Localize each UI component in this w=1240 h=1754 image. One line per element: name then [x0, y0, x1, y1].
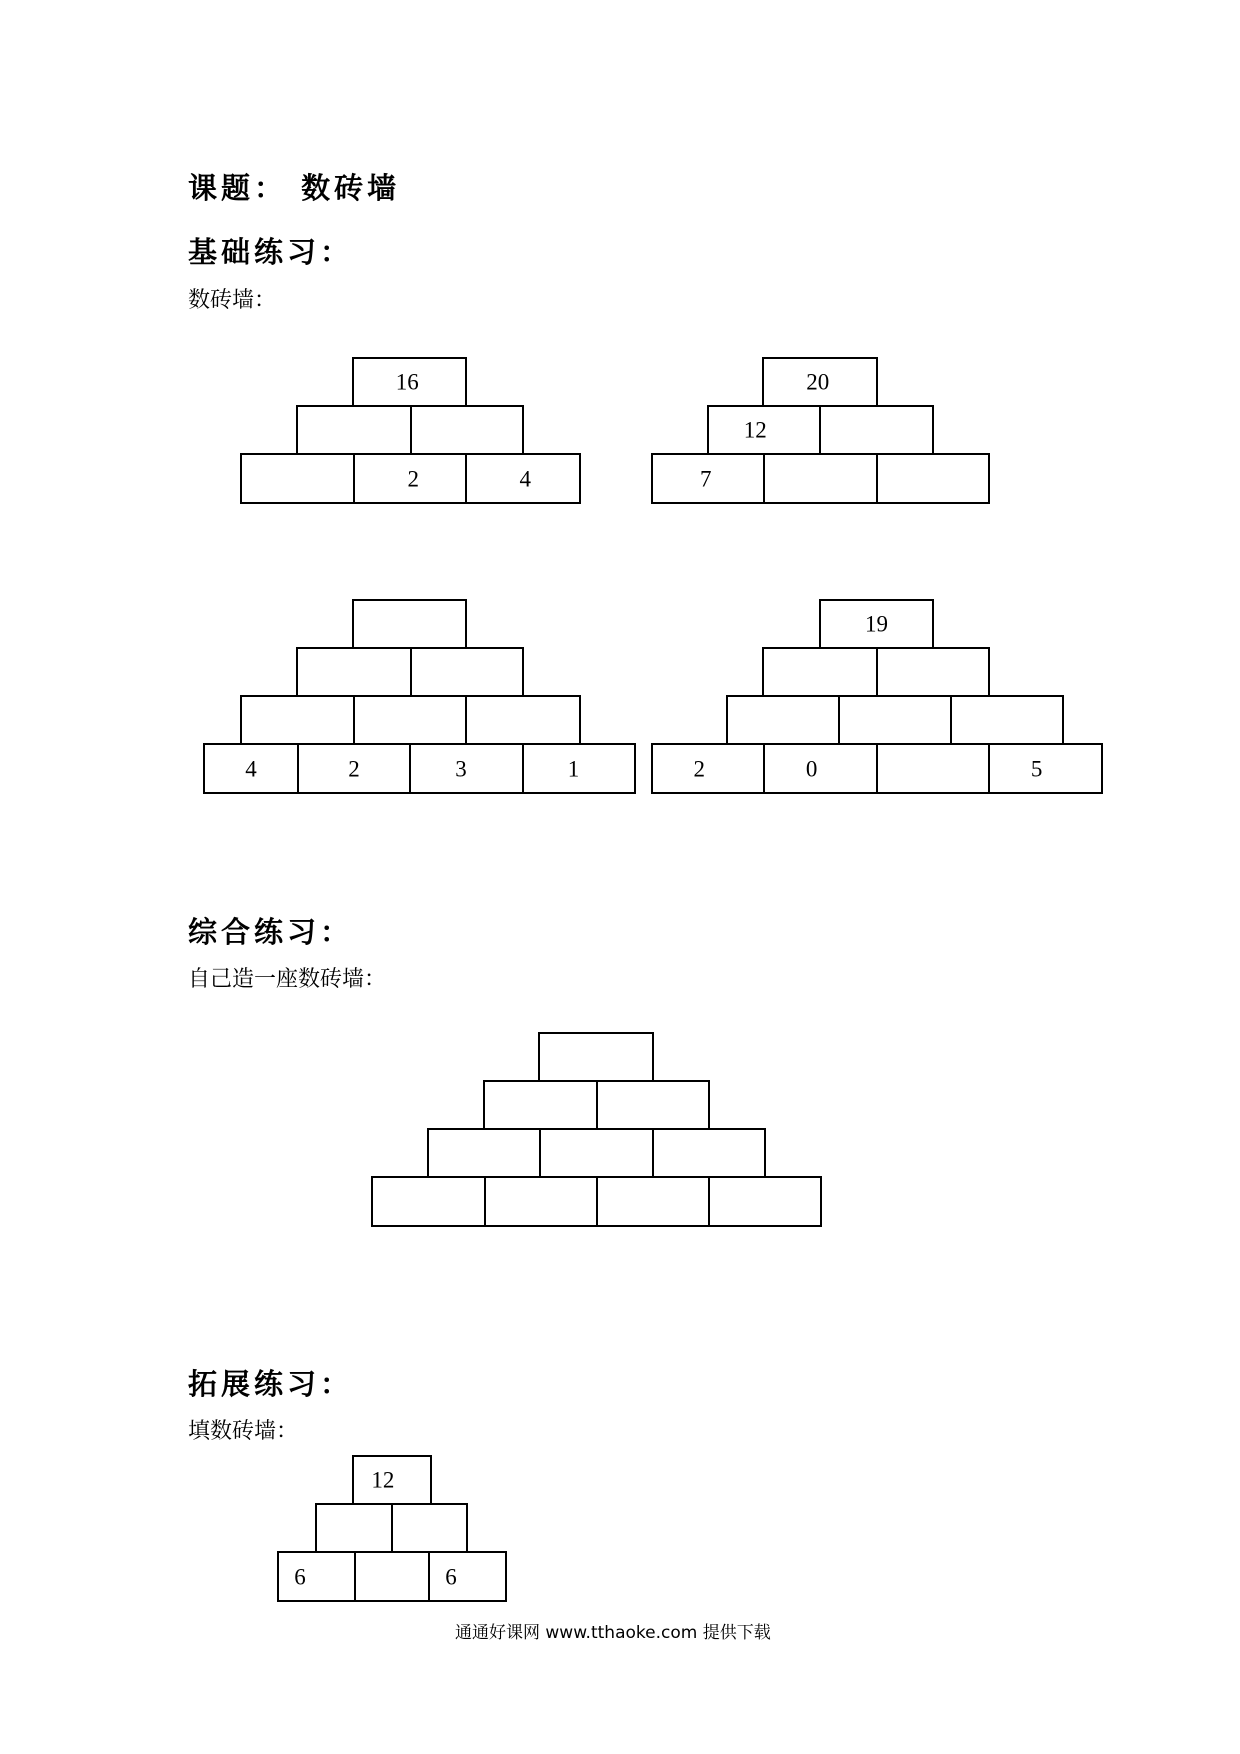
- brick-r2-c2: [410, 647, 524, 697]
- brick-number: 20: [806, 369, 830, 395]
- basic-practice-subheading: 数砖墙：: [188, 288, 277, 313]
- brick-number: 1: [567, 756, 580, 781]
- brick-r1-c1: [352, 1455, 432, 1505]
- brick-number: 12: [743, 417, 767, 443]
- brick-r4-c4: [708, 1176, 822, 1227]
- brick-r3-c2: [353, 695, 467, 745]
- brick-r2-c1: [296, 647, 412, 697]
- brick-r3-c3: [465, 695, 581, 745]
- brick-r4-c3: [876, 743, 990, 794]
- brick-r1-c1: [352, 357, 467, 407]
- brick-r4-c2: [484, 1176, 598, 1227]
- brick-number: 6: [294, 1564, 306, 1589]
- brick-number: 4: [519, 466, 531, 491]
- brick-r3-c1: [427, 1128, 541, 1178]
- brick-r3-c1: [277, 1551, 356, 1602]
- brick-r4-c4: [988, 743, 1103, 794]
- brick-r1-c1: [352, 599, 467, 649]
- brick-r2-c1: [296, 405, 412, 455]
- brick-r2-c2: [410, 405, 524, 455]
- brick-r3-c3: [876, 453, 990, 504]
- brick-r2-c2: [819, 405, 934, 455]
- brick-number: 12: [371, 1467, 395, 1493]
- brick-number: 7: [700, 466, 712, 491]
- brick-r3-c3: [950, 695, 1064, 745]
- brick-r2-c1: [483, 1080, 598, 1130]
- brick-r4-c3: [409, 743, 524, 794]
- brick-r4-c2: [297, 743, 411, 794]
- page-title: 课题： 数砖墙: [188, 171, 401, 205]
- brick-number: 0: [805, 756, 818, 781]
- brick-r3-c3: [652, 1128, 766, 1178]
- brick-r3-c3: [428, 1551, 507, 1602]
- brick-number: 16: [395, 369, 419, 395]
- brick-number: 6: [445, 1564, 457, 1589]
- extension-practice-heading: 拓展练习：: [188, 1367, 354, 1401]
- brick-r3-c2: [353, 453, 467, 504]
- brick-number: 2: [348, 756, 360, 781]
- brick-number: 19: [865, 611, 888, 637]
- brick-number: 4: [245, 756, 257, 781]
- brick-r1-c1: [538, 1032, 654, 1082]
- brick-r1-c1: [762, 357, 878, 407]
- brick-r3-c1: [726, 695, 840, 745]
- brick-number: 2: [407, 466, 420, 491]
- brick-r2-c1: [315, 1503, 393, 1553]
- brick-r3-c1: [240, 695, 355, 745]
- brick-r3-c2: [838, 695, 952, 745]
- extension-practice-subheading: 填数砖墙：: [188, 1419, 299, 1444]
- brick-r4-c3: [596, 1176, 710, 1227]
- brick-r4-c1: [371, 1176, 486, 1227]
- brick-r2-c2: [876, 647, 990, 697]
- brick-r3-c2: [763, 453, 878, 504]
- brick-r1-c1: [819, 599, 934, 649]
- brick-r2-c1: [707, 405, 821, 455]
- brick-number: 3: [455, 756, 467, 781]
- brick-r3-c1: [240, 453, 355, 504]
- brick-r2-c1: [762, 647, 878, 697]
- brick-r4-c1: [651, 743, 765, 794]
- brick-r3-c1: [651, 453, 765, 504]
- comprehensive-practice-subheading: 自己造一座数砖墙：: [188, 967, 387, 992]
- brick-r2-c2: [391, 1503, 468, 1553]
- footer-credit: 通通好课网 www.tthaoke.com 提供下载: [455, 1623, 771, 1643]
- brick-r2-c2: [596, 1080, 710, 1130]
- comprehensive-practice-heading: 综合练习：: [188, 915, 354, 949]
- basic-practice-heading: 基础练习：: [188, 235, 354, 269]
- brick-r4-c4: [522, 743, 636, 794]
- brick-r3-c2: [354, 1551, 430, 1602]
- brick-number: 5: [1030, 756, 1043, 781]
- brick-r3-c2: [539, 1128, 654, 1178]
- brick-r4-c2: [763, 743, 878, 794]
- brick-number: 2: [693, 756, 705, 781]
- brick-r3-c3: [465, 453, 581, 504]
- brick-r4-c1: [203, 743, 299, 794]
